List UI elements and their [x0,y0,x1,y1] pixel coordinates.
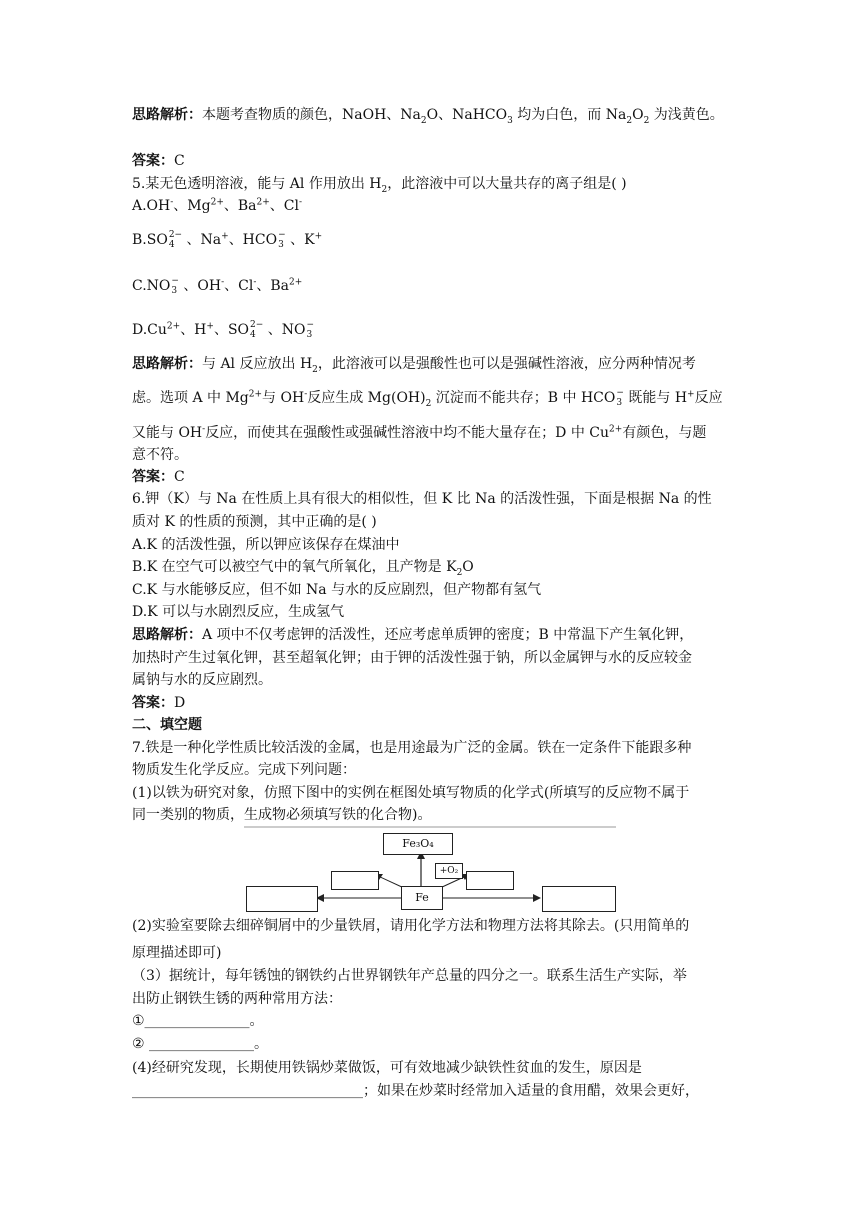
product-blank-left[interactable] [246,886,318,912]
product-box-top: Fe₃O₄ [383,833,453,855]
q5-option-c: C.NO − 3 、OH-、Cl-、$Ba^{2+}$ [132,276,303,296]
q7-4-line-2[interactable]: _________________________________；如果在炒菜时经常加入适量的食用醋，效果会更好， [132,1083,699,1099]
analysis-label: 思路解析： [132,107,202,123]
reagent-blank-right[interactable] [466,871,514,890]
answer-label: 答案： [132,469,174,485]
q6-option-a: A.K 的活泼性强，所以钾应该保存在煤油中 [132,537,400,553]
q7-1-line-1: (1)以铁为研究对象，仿照下图中的实例在框图处填写物质的化学式(所填写的反应物不属于 [132,785,690,801]
q7-4-line-1: (4)经研究发现，长期使用铁锅炒菜做饭，可有效地减少缺铁性贫血的发生，原因是 [132,1060,642,1076]
q5-analysis-3: 又能与 OH-反应，而使其在强酸性或强碱性溶液中均不能大量存在；D 中 $Cu^{2+}$有颜色，与题 [132,424,707,441]
q5-option-b: B.SO 2− 4 、Na+、HCO − 3 、K+ [132,230,323,250]
q7-2-line-2: 原理描述即可) [132,945,222,961]
center-fe-box: Fe [401,886,443,910]
answer-label: 答案： [132,695,174,711]
analysis-label: 思路解析： [132,627,202,643]
q6-analysis-2: 加热时产生过氧化钾，甚至超氧化钾；由于钾的活泼性强于钠，所以金属钾与水的反应较金 [132,650,692,666]
q6-answer [132,693,185,713]
product-blank-right[interactable] [542,886,616,912]
q6-option-c: C.K 与水能够反应，但不如 Na 与水的反应剧烈，但产物都有氢气 [132,582,542,598]
q7-3-blank-1[interactable]: ①_______________。 [132,1013,264,1029]
q6-analysis-1 [132,625,693,645]
q7-stem-1: 7.铁是一种化学性质比较活泼的金属，也是用途最为广泛的金属。铁在一定条件下能跟多种 [132,740,692,756]
q6-option-d: D.K 可以与水剧烈反应，生成氢气 [132,604,345,620]
q6-analysis-3: 属钠与水的反应剧烈。 [132,672,272,688]
q7-1-line-2: 同一类别的物质，生成物必须填写铁的化合物)。 [132,807,432,823]
q7-3-line-1: （3）据统计，每年锈蚀的钢铁约占世界钢铁年产总量的四分之一。联系生活生产实际，举 [132,968,687,984]
q6-stem-2: 质对 K 的性质的预测，其中正确的是( ) [132,514,377,530]
analysis-text: A 项中不仅考虑钾的活泼性，还应考虑单质钾的密度；B 中常温下产生氧化钾， [202,627,694,643]
q7-3-line-2: 出防止钢铁生锈的两种常用方法： [132,991,342,1007]
q5-stem-text: 5.某无色透明溶液，能与 Al 作用放出 H [132,176,382,192]
q6-stem-1: 6.钾（K）与 Na 在性质上具有很大的相似性，但 K 比 Na 的活泼性强，下面是根据 Na 的性 [132,491,712,507]
reagent-blank-left[interactable] [331,871,379,890]
answer-label: 答案： [132,153,174,169]
q4-answer [132,151,185,171]
answer-value: C [174,153,185,169]
q7-3-blank-2[interactable]: ② _______________。 [132,1036,269,1052]
analysis-text: 本题考查物质的颜色，NaOH、Na [202,107,421,123]
section-heading: 二、填空题 [132,717,202,733]
q5-answer [132,467,185,487]
reagent-label-o2: +O₂ [435,863,463,879]
q5-stem: 5.某无色透明溶液，能与 Al 作用放出 $H_2$，此溶液中可以大量共存的离子组是( ) [132,176,627,195]
q5-analysis-1: 思路解析：与 Al 反应放出 $H_2$，此溶液可以是强酸性也可以是强碱性溶液，应分两种情况考 [132,356,696,375]
q7-2-line-1: (2)实验室要除去细碎铜屑中的少量铁屑，请用化学方法和物理方法将其除去。(只用简单的 [132,918,690,934]
q6-option-b: B.K 在空气可以被空气中的氧气所氧化，且产物是 $K_2O$ [132,559,474,578]
iron-reaction-diagram [244,826,616,912]
answer-value: D [174,695,186,711]
answer-value: C [174,469,185,485]
q5-analysis-4: 意不符。 [132,447,188,463]
q7-stem-2: 物质发生化学反应。完成下列问题： [132,762,356,778]
q4-analysis: 思路解析：本题考查物质的颜色，NaOH、$Na_2O$、NaHCO$_3$ 均为白色，而 $Na_2O_2$ 为浅黄色。 [132,107,724,126]
option-b-text: B.K 在空气可以被空气中的氧气所氧化，且产物是 K [132,559,457,575]
q5-option-a: A.OH-、$Mg^{2+}$、$Ba^{2+}$、Cl- [132,197,303,214]
q5-analysis-2: 虑。选项 A 中 $Mg^{2+}$与 OH-反应生成 $Mg(OH)_2$ 沉淀而不能共存；B 中 HCO − 3 既能与 H+反应 [132,388,723,409]
analysis-label: 思路解析： [132,356,202,372]
q5-option-d: $D.Cu^{2+}$、H+、SO 2− 4 、NO − 3 [132,320,315,340]
q5-stem-tail: ，此溶液中可以大量共存的离子组是( ) [387,176,627,192]
